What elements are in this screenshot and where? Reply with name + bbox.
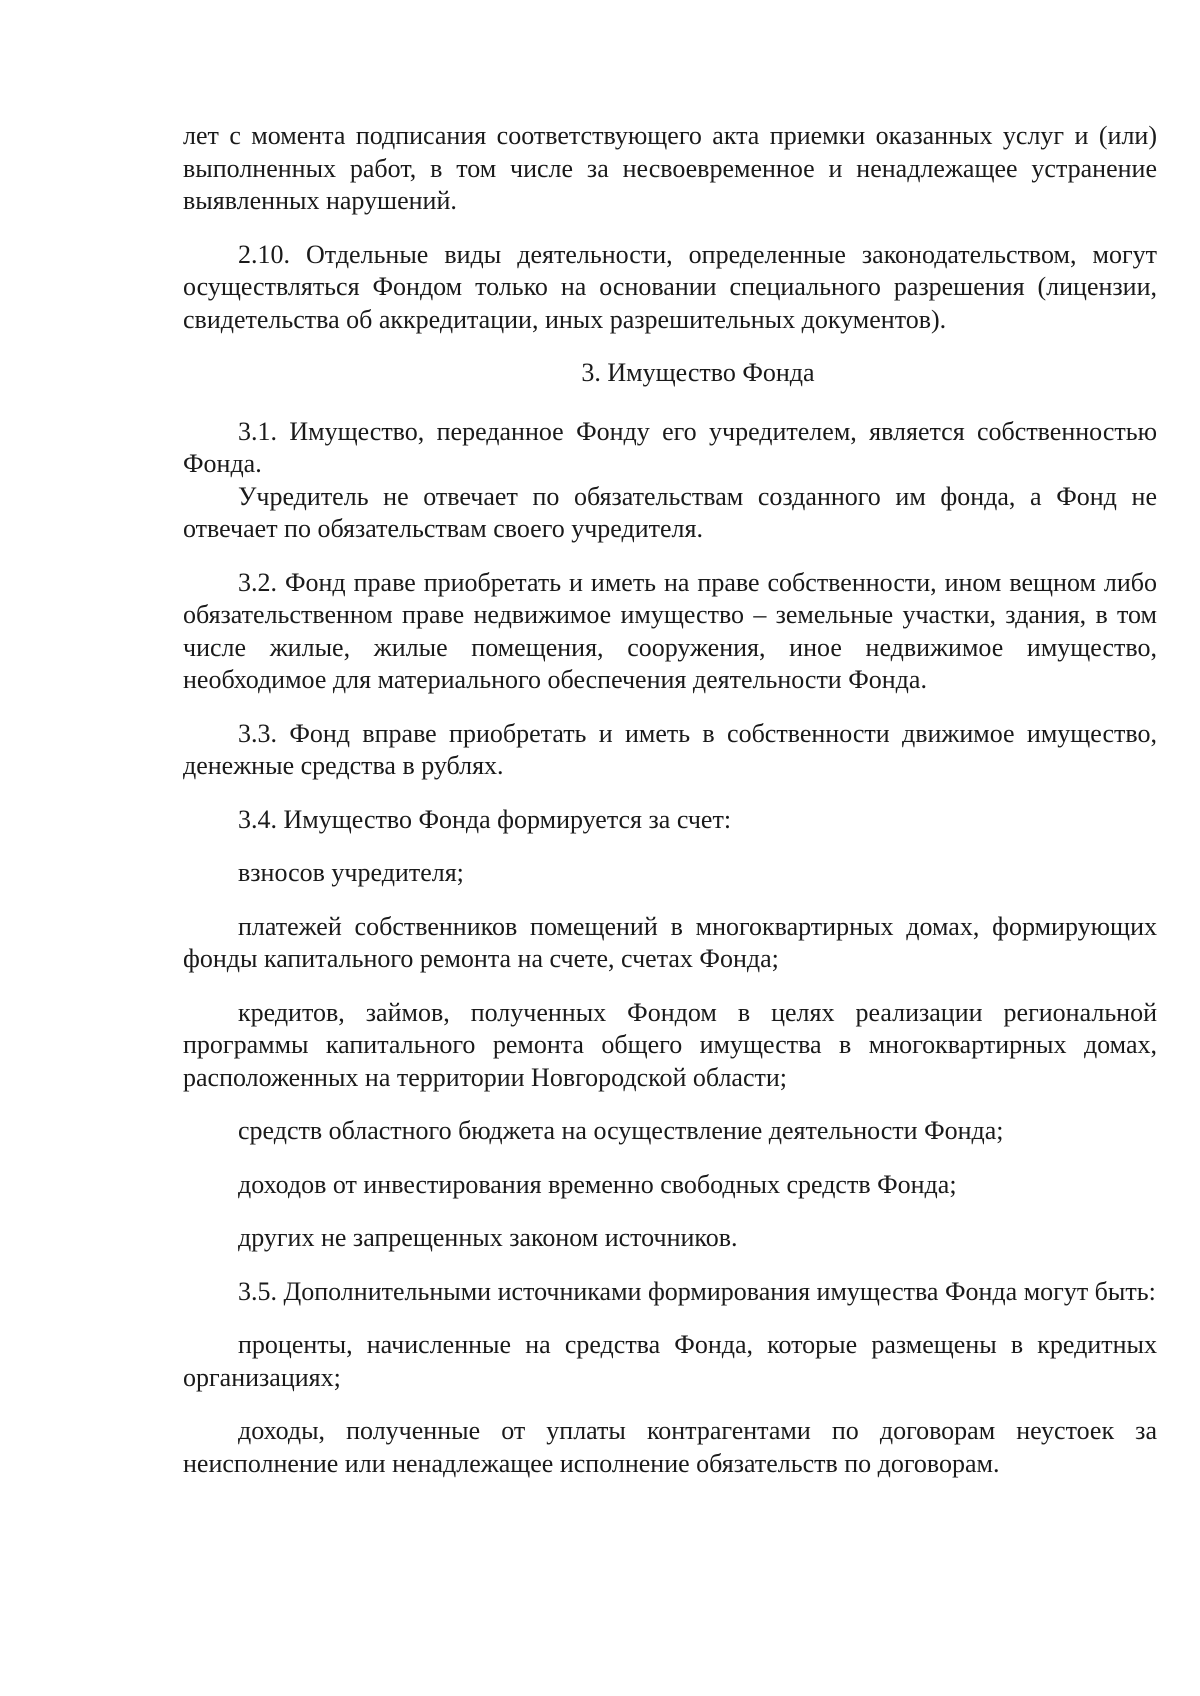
list-item-other-sources: других не запрещенных законом источников. <box>238 1223 738 1252</box>
list-item-budget: средств областного бюджета на осуществление деятельности Фонда; <box>238 1116 1004 1145</box>
paragraph-3-1: 3.1. Имущество, переданное Фонду его учредителем, является собственностью Фонда. <box>183 416 1157 478</box>
list-item-interest: проценты, начисленные на средства Фонда, которые размещены в кредитных организациях; <box>183 1330 1157 1392</box>
list-item-contributions: взносов учредителя; <box>238 858 464 887</box>
list-item-investment-income: доходов от инвестирования временно свободных средств Фонда; <box>238 1169 957 1199</box>
paragraph-3-5: 3.5. Дополнительными источниками формирования имущества Фонда могут быть: <box>238 1276 1156 1306</box>
list-item-penalties: доходы, полученные от уплаты контрагентами по договорам неустоек за неисполнение или ненадлежащее исполнение обязательств по договорам. <box>183 1416 1157 1478</box>
paragraph-2-10: 2.10. Отдельные виды деятельности, определенные законодательством, могут осуществляться Фондом только на основании специального разрешения (лицензии, свидетельства об аккредитации, иных разрешительных документов). <box>183 239 1157 334</box>
paragraph-3-2: 3.2. Фонд праве приобретать и иметь на праве собственности, ином вещном либо обязательственном праве недвижимое имущество – земельные участки, здания, в том числе жилые, жилые помещения, сооружения, иное недвижимое имущество, необходимое для материального обеспечения деятельности Фонда. <box>183 567 1157 694</box>
section-heading: 3. Имущество Фонда <box>581 358 815 387</box>
list-item-payments: платежей собственников помещений в многоквартирных домах, формирующих фонды капитального ремонта на счете, счетах Фонда; <box>183 911 1157 973</box>
list-item-credits: кредитов, займов, полученных Фондом в целях реализации региональной программы капитального ремонта общего имущества в многоквартирных домах, расположенных на территории Новгородской области; <box>183 997 1157 1092</box>
paragraph-3-4: 3.4. Имущество Фонда формируется за счет: <box>238 804 732 834</box>
document-body <box>183 120 1157 1501</box>
paragraph-3-3: 3.3. Фонд вправе приобретать и иметь в собственности движимое имущество, денежные средства в рублях. <box>183 718 1157 780</box>
paragraph-founder-liability: Учредитель не отвечает по обязательствам созданного им фонда, а Фонд не отвечает по обязательствам своего учредителя. <box>183 481 1157 543</box>
paragraph-continuation: лет с момента подписания соответствующего акта приемки оказанных услуг и (или) выполненных работ, в том числе за несвоевременное и ненадлежащее устранение выявленных нарушений. <box>183 121 1157 215</box>
